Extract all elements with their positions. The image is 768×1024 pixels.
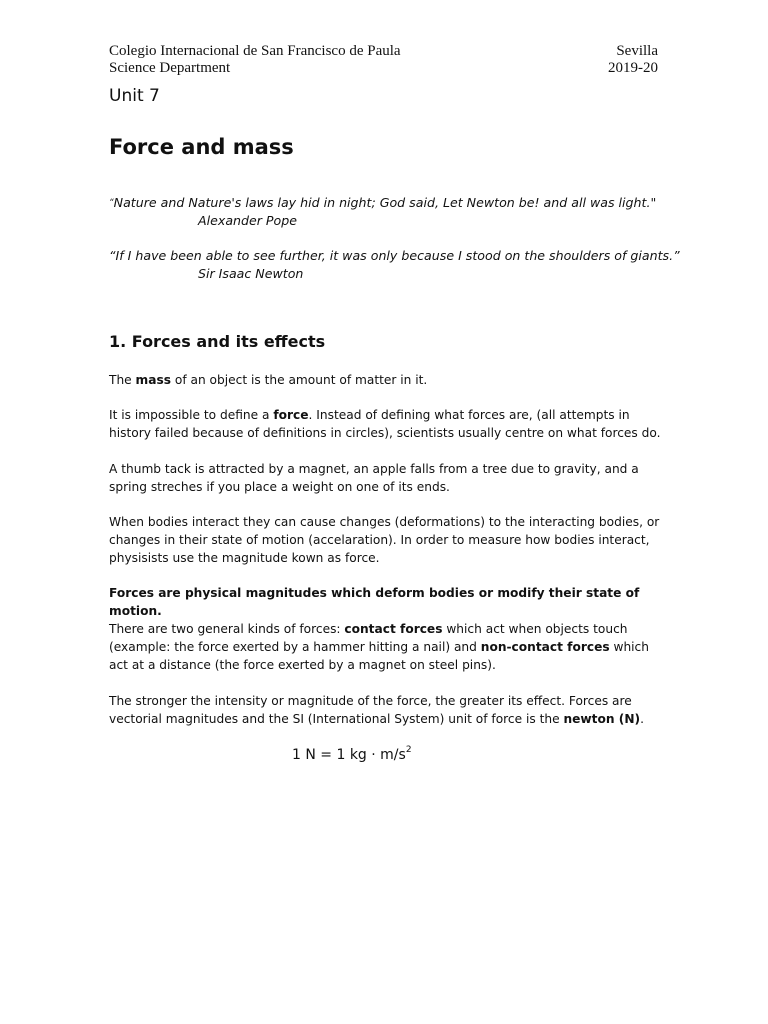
text-run: . — [640, 712, 644, 726]
quote-1-open-mark: “ — [109, 198, 114, 208]
text-run: which act when objects touch (example: the force exerted by a hammer hitting a nail) and — [109, 622, 628, 654]
header-left — [109, 43, 401, 77]
header-right — [608, 43, 658, 77]
term-newton: newton (N) — [563, 712, 641, 726]
quote-1-text: Nature and Nature's laws lay hid in night; God said, Let Newton be! and all was light." — [113, 195, 657, 210]
quote-2-text: “If I have been able to see further, it was only because I stood on the shoulders of giants.” — [109, 248, 680, 263]
school-name: Colegio Internacional de San Francisco de Paula — [109, 43, 401, 59]
department-name: Science Department — [109, 60, 231, 76]
text-run: The stronger the intensity or magnitude of the force, the greater its effect. Forces are vectorial magnitudes and the SI (International System) unit of force is the — [109, 694, 632, 726]
page-title: Force and mass — [109, 135, 294, 159]
text-run: of an object is the amount of matter in it. — [170, 373, 428, 387]
text-run: It is impossible to define a — [109, 408, 274, 422]
quote-1 — [109, 195, 656, 210]
paragraph-interaction: When bodies interact they can cause changes (deformations) to the interacting bodies, or changes in their state of motion (accelaration). In order to measure how bodies interact, physisists use the magnitude kown as force. — [109, 515, 660, 565]
unit-label: Unit 7 — [109, 86, 160, 106]
school-year: 2019-20 — [608, 60, 658, 76]
paragraph-mass — [109, 371, 669, 389]
paragraph-newton-unit — [109, 692, 669, 728]
term-force: force — [273, 408, 309, 422]
text-run: which act at a distance (the force exerted by a magnet on steel pins). — [109, 640, 649, 672]
paragraph-examples: A thumb tack is attracted by a magnet, an apple falls from a tree due to gravity, and a spring streches if you place a weight on one of its ends. — [109, 462, 639, 494]
term-mass: mass — [135, 373, 171, 387]
city: Sevilla — [616, 43, 658, 59]
quote-2-author: Sir Isaac Newton — [198, 266, 304, 281]
quote-1-author: Alexander Pope — [198, 213, 297, 228]
section-heading: 1. Forces and its effects — [109, 332, 326, 351]
text-run: The — [109, 373, 136, 387]
paragraph-force-statement — [109, 584, 669, 620]
term-contact-forces: contact forces — [344, 622, 443, 636]
term-non-contact-forces: non-contact forces — [480, 640, 610, 654]
text-run: There are two general kinds of forces: — [109, 622, 345, 636]
text-run: . Instead of defining what forces are, (all attempts in history failed because of definitions in circles), scientists usually centre on what forces do. — [109, 408, 661, 440]
quote-2 — [109, 248, 680, 263]
paragraph-force-definition — [109, 406, 669, 442]
formula-exponent: 2 — [405, 745, 412, 755]
force-statement-bold: Forces are physical magnitudes which deform bodies or modify their state of motion. — [109, 586, 640, 618]
formula-main: 1 N = 1 kg · m/s — [292, 747, 406, 763]
newton-formula — [292, 745, 412, 763]
paragraph-kinds-of-forces — [109, 620, 669, 674]
